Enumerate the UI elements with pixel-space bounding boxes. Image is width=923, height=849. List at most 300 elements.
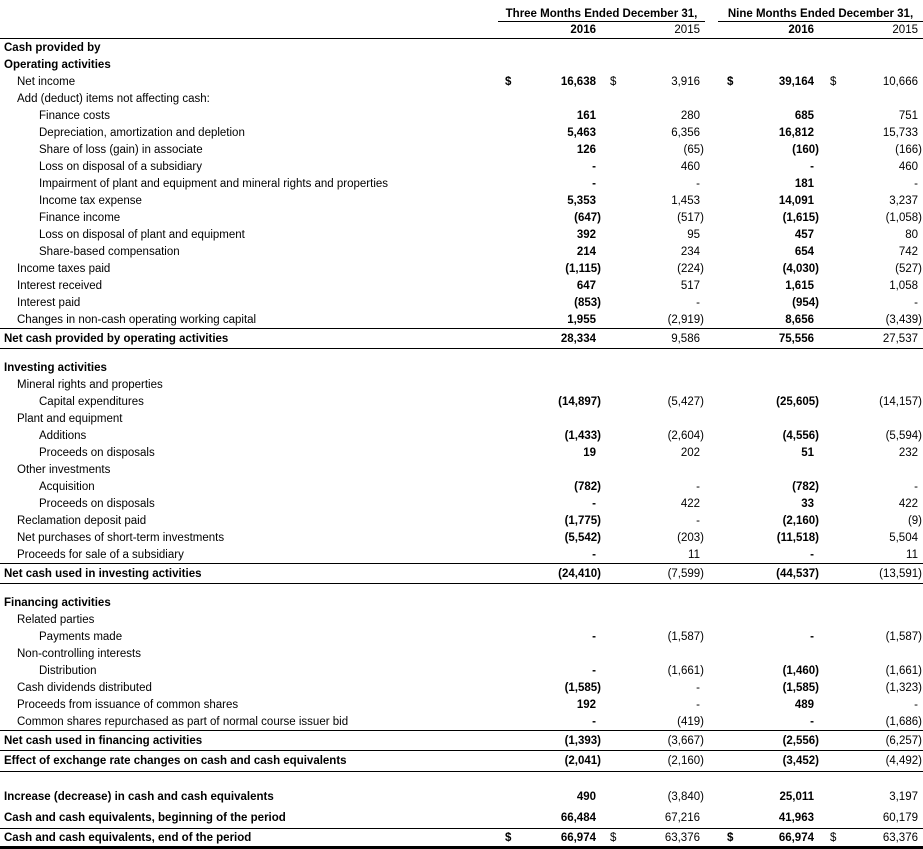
table-row xyxy=(0,461,923,478)
row-label: Cash provided by xyxy=(4,41,101,54)
table-row xyxy=(0,328,923,349)
cell-value: (1,585) xyxy=(782,681,819,694)
row-label: Impairment of plant and equipment and mineral rights and properties xyxy=(39,177,389,190)
table-row xyxy=(0,679,923,696)
cell-value: 67,216 xyxy=(664,811,700,824)
row-label: Effect of exchange rate changes on cash and cash equivalents xyxy=(4,755,347,767)
cell-value: - xyxy=(810,160,814,173)
cell-value: (1,587) xyxy=(885,630,922,643)
cell-value: - xyxy=(592,715,596,728)
cell-9mo-2016 xyxy=(705,495,820,512)
cell-3mo-2016 xyxy=(480,39,602,56)
cell-value: (1,115) xyxy=(565,262,601,275)
row-label: Depreciation, amortization and depletion xyxy=(39,126,245,139)
cell-3mo-2016 xyxy=(480,243,602,260)
cell-3mo-2015 xyxy=(602,427,705,444)
cell-9mo-2016 xyxy=(705,90,820,107)
cell-3mo-2016 xyxy=(480,679,602,696)
cell-value: - xyxy=(696,177,700,190)
cell-9mo-2016 xyxy=(705,56,820,73)
cell-3mo-2016 xyxy=(480,594,602,611)
cell-9mo-2016 xyxy=(705,359,820,376)
cell-3mo-2015 xyxy=(602,786,705,807)
table-row xyxy=(0,512,923,529)
cell-9mo-2016 xyxy=(705,393,820,410)
cell-value: - xyxy=(592,664,596,677)
cell-9mo-2015 xyxy=(820,175,923,192)
cell-value: (1,058) xyxy=(885,211,922,224)
cell-3mo-2016 xyxy=(480,713,602,730)
row-label: Net income xyxy=(17,75,76,88)
cell-3mo-2015 xyxy=(602,376,705,393)
cell-9mo-2016 xyxy=(705,294,820,311)
cell-3mo-2015 xyxy=(602,807,705,828)
cell-value: (1,433) xyxy=(564,429,601,442)
row-label: Loss on disposal of a subsidiary xyxy=(39,160,203,173)
cell-value: (3,840) xyxy=(667,790,704,803)
row-label: Income taxes paid xyxy=(17,262,111,275)
cell-9mo-2015 xyxy=(820,410,923,427)
cell-value: (1,323) xyxy=(885,681,922,694)
cell-9mo-2015 xyxy=(820,786,923,807)
cell-value: (2,919) xyxy=(667,313,704,326)
cell-3mo-2016 xyxy=(480,73,602,90)
cell-value: - xyxy=(914,698,918,711)
row-label: Interest paid xyxy=(17,296,81,309)
cell-3mo-2015 xyxy=(602,226,705,243)
row-label: Related parties xyxy=(17,613,95,626)
cell-value: (11,518) xyxy=(776,531,819,544)
cell-9mo-2015 xyxy=(820,260,923,277)
currency-symbol: $ xyxy=(830,831,837,844)
cell-value: 392 xyxy=(576,228,596,241)
year-cell-9mo-2016 xyxy=(705,22,820,38)
cell-3mo-2015 xyxy=(602,495,705,512)
col-group-title: Three Months Ended December 31, xyxy=(505,8,698,20)
cell-value: 517 xyxy=(680,279,700,292)
cell-value: (44,537) xyxy=(776,567,819,580)
row-label: Financing activities xyxy=(4,596,111,609)
cell-3mo-2015 xyxy=(602,512,705,529)
cell-3mo-2016 xyxy=(480,751,602,771)
cell-value: 19 xyxy=(583,446,596,459)
row-label: Reclamation deposit paid xyxy=(17,514,147,527)
cell-9mo-2016 xyxy=(705,512,820,529)
cell-9mo-2016 xyxy=(705,329,820,348)
cell-3mo-2015 xyxy=(602,645,705,662)
cell-9mo-2015 xyxy=(820,158,923,175)
table-row xyxy=(0,786,923,807)
cell-3mo-2015 xyxy=(602,359,705,376)
cell-9mo-2015 xyxy=(820,529,923,546)
row-label: Net cash provided by operating activities xyxy=(4,332,229,345)
cell-value: 192 xyxy=(576,698,596,711)
cell-9mo-2016 xyxy=(705,807,820,828)
cell-3mo-2015 xyxy=(602,829,705,846)
cell-value: 14,091 xyxy=(778,194,814,207)
cell-3mo-2015 xyxy=(602,311,705,328)
table-row xyxy=(0,359,923,376)
cell-value: 742 xyxy=(898,245,918,258)
cell-9mo-2016 xyxy=(705,124,820,141)
cell-value: 63,376 xyxy=(664,831,700,844)
cell-9mo-2015 xyxy=(820,311,923,328)
cell-value: 25,011 xyxy=(779,790,814,803)
cell-value: (2,604) xyxy=(667,429,704,442)
cell-value: (954) xyxy=(792,296,819,309)
cell-value: 1,615 xyxy=(785,279,814,292)
cell-9mo-2015 xyxy=(820,829,923,846)
cell-value: 126 xyxy=(576,143,596,156)
cell-3mo-2016 xyxy=(480,461,602,478)
cell-9mo-2015 xyxy=(820,359,923,376)
cell-3mo-2016 xyxy=(480,260,602,277)
cell-3mo-2016 xyxy=(480,192,602,209)
row-label: Mineral rights and properties xyxy=(17,378,163,391)
cell-value: 95 xyxy=(687,228,700,241)
cell-value: 15,733 xyxy=(882,126,918,139)
cell-value: (1,615) xyxy=(782,211,819,224)
table-row xyxy=(0,410,923,427)
cell-value: - xyxy=(810,715,814,728)
cell-9mo-2016 xyxy=(705,39,820,56)
cell-3mo-2015 xyxy=(602,628,705,645)
cell-9mo-2016 xyxy=(705,662,820,679)
cell-value: (2,556) xyxy=(782,734,819,747)
cell-value: (419) xyxy=(677,715,704,728)
cell-9mo-2016 xyxy=(705,107,820,124)
cell-value: 63,376 xyxy=(882,831,918,844)
table-row xyxy=(0,696,923,713)
row-label: Loss on disposal of plant and equipment xyxy=(39,228,245,241)
cell-9mo-2015 xyxy=(820,594,923,611)
cell-value: 5,463 xyxy=(567,126,596,139)
table-row xyxy=(0,807,923,828)
year-label: 2015 xyxy=(892,24,918,36)
cell-3mo-2016 xyxy=(480,175,602,192)
cell-value: - xyxy=(592,548,596,561)
year-label: 2016 xyxy=(570,24,596,36)
cell-value: 5,504 xyxy=(889,531,918,544)
cell-3mo-2015 xyxy=(602,594,705,611)
cell-9mo-2015 xyxy=(820,90,923,107)
cell-9mo-2016 xyxy=(705,731,820,750)
cell-3mo-2016 xyxy=(480,564,602,583)
cell-value: 51 xyxy=(801,446,814,459)
cell-9mo-2016 xyxy=(705,829,820,846)
cell-value: - xyxy=(592,160,596,173)
cell-3mo-2015 xyxy=(602,529,705,546)
cell-value: - xyxy=(914,296,918,309)
cell-9mo-2016 xyxy=(705,175,820,192)
cell-3mo-2015 xyxy=(602,662,705,679)
table-row xyxy=(0,563,923,584)
cell-9mo-2016 xyxy=(705,461,820,478)
cell-value: - xyxy=(592,630,596,643)
cell-3mo-2015 xyxy=(602,158,705,175)
table-row xyxy=(0,260,923,277)
cell-value: (4,556) xyxy=(782,429,819,442)
cell-value: (160) xyxy=(792,143,819,156)
cell-value: (1,661) xyxy=(885,664,922,677)
cell-9mo-2016 xyxy=(705,226,820,243)
table-row xyxy=(0,645,923,662)
cell-9mo-2016 xyxy=(705,209,820,226)
cell-3mo-2016 xyxy=(480,124,602,141)
cell-value: 75,556 xyxy=(778,332,814,345)
cell-9mo-2016 xyxy=(705,645,820,662)
cell-3mo-2015 xyxy=(602,260,705,277)
row-label: Investing activities xyxy=(4,361,107,374)
spacer-row xyxy=(0,772,923,786)
cell-value: - xyxy=(914,177,918,190)
cell-value: 5,353 xyxy=(567,194,596,207)
row-label: Proceeds on disposals xyxy=(39,446,155,459)
cell-value: (4,030) xyxy=(782,262,819,275)
cell-9mo-2015 xyxy=(820,277,923,294)
cell-9mo-2015 xyxy=(820,696,923,713)
cell-value: 202 xyxy=(680,446,700,459)
cell-value: 685 xyxy=(794,109,814,122)
cell-3mo-2016 xyxy=(480,427,602,444)
column-group-row xyxy=(0,4,923,22)
cell-9mo-2015 xyxy=(820,329,923,348)
cell-value: 66,484 xyxy=(560,811,596,824)
table-row xyxy=(0,124,923,141)
cell-3mo-2015 xyxy=(602,124,705,141)
year-cell-3mo-2015 xyxy=(602,22,705,38)
row-label: Cash and cash equivalents, beginning of the period xyxy=(4,811,286,824)
cell-3mo-2015 xyxy=(602,243,705,260)
cell-3mo-2015 xyxy=(602,713,705,730)
cell-value: - xyxy=(696,296,700,309)
row-label: Share-based compensation xyxy=(39,245,180,258)
row-label: Additions xyxy=(39,429,87,442)
cell-9mo-2016 xyxy=(705,546,820,563)
cell-value: 161 xyxy=(576,109,596,122)
cell-value: (1,661) xyxy=(667,664,704,677)
row-label: Net cash used in investing activities xyxy=(4,567,202,580)
table-row xyxy=(0,141,923,158)
cell-3mo-2016 xyxy=(480,277,602,294)
cell-value: - xyxy=(810,548,814,561)
cell-value: (3,452) xyxy=(782,755,819,767)
cell-value: 66,974 xyxy=(778,831,814,844)
table-row xyxy=(0,444,923,461)
cell-3mo-2016 xyxy=(480,731,602,750)
cell-9mo-2015 xyxy=(820,645,923,662)
cell-9mo-2015 xyxy=(820,512,923,529)
cell-value: - xyxy=(914,480,918,493)
row-label: Payments made xyxy=(39,630,123,643)
cell-9mo-2015 xyxy=(820,679,923,696)
cell-9mo-2015 xyxy=(820,209,923,226)
cell-value: 457 xyxy=(794,228,814,241)
cell-3mo-2015 xyxy=(602,696,705,713)
cell-value: (647) xyxy=(574,211,601,224)
cell-3mo-2016 xyxy=(480,141,602,158)
table-row xyxy=(0,730,923,751)
row-label: Income tax expense xyxy=(39,194,142,207)
cell-9mo-2016 xyxy=(705,628,820,645)
cell-3mo-2015 xyxy=(602,679,705,696)
table-row xyxy=(0,594,923,611)
cell-value: - xyxy=(810,630,814,643)
cell-9mo-2016 xyxy=(705,611,820,628)
spacer-row xyxy=(0,349,923,359)
cell-value: - xyxy=(696,514,700,527)
cell-value: 1,955 xyxy=(567,313,596,326)
cell-3mo-2015 xyxy=(602,141,705,158)
cell-9mo-2015 xyxy=(820,39,923,56)
cell-9mo-2015 xyxy=(820,73,923,90)
cell-9mo-2015 xyxy=(820,124,923,141)
table-row xyxy=(0,243,923,260)
cell-9mo-2016 xyxy=(705,73,820,90)
cell-3mo-2015 xyxy=(602,294,705,311)
cell-value: 33 xyxy=(801,497,814,510)
cell-9mo-2015 xyxy=(820,461,923,478)
cell-3mo-2015 xyxy=(602,277,705,294)
year-cell-9mo-2015 xyxy=(820,22,923,38)
cell-value: 41,963 xyxy=(778,811,814,824)
cell-3mo-2015 xyxy=(602,39,705,56)
cell-value: 490 xyxy=(576,790,596,803)
cell-value: (5,427) xyxy=(667,395,704,408)
cell-value: 280 xyxy=(680,109,700,122)
cell-value: 422 xyxy=(680,497,700,510)
cell-3mo-2016 xyxy=(480,696,602,713)
cell-3mo-2016 xyxy=(480,546,602,563)
cell-value: (517) xyxy=(677,211,704,224)
cell-3mo-2016 xyxy=(480,444,602,461)
table-row xyxy=(0,751,923,772)
cell-value: 11 xyxy=(688,548,700,561)
cell-9mo-2016 xyxy=(705,158,820,175)
cell-value: (14,897) xyxy=(558,395,601,408)
cell-value: 181 xyxy=(794,177,814,190)
cell-value: (4,492) xyxy=(885,755,922,767)
cell-3mo-2015 xyxy=(602,731,705,750)
table-row xyxy=(0,56,923,73)
cell-3mo-2015 xyxy=(602,56,705,73)
cell-value: (1,460) xyxy=(782,664,819,677)
table-row xyxy=(0,427,923,444)
cell-value: 654 xyxy=(794,245,814,258)
cell-value: 460 xyxy=(898,160,918,173)
table-row xyxy=(0,828,923,849)
cell-value: (1,775) xyxy=(564,514,601,527)
cell-3mo-2015 xyxy=(602,410,705,427)
table-row xyxy=(0,546,923,563)
cell-3mo-2015 xyxy=(602,546,705,563)
cell-9mo-2016 xyxy=(705,696,820,713)
cell-9mo-2015 xyxy=(820,427,923,444)
cell-value: 647 xyxy=(576,279,596,292)
cell-value: (25,605) xyxy=(776,395,819,408)
cell-3mo-2015 xyxy=(602,478,705,495)
cell-9mo-2015 xyxy=(820,294,923,311)
cell-9mo-2015 xyxy=(820,478,923,495)
cell-value: (14,157) xyxy=(879,395,922,408)
currency-symbol: $ xyxy=(830,75,837,88)
cell-9mo-2016 xyxy=(705,277,820,294)
cell-3mo-2016 xyxy=(480,611,602,628)
table-row xyxy=(0,713,923,730)
row-label: Net purchases of short-term investments xyxy=(17,531,225,544)
table-row xyxy=(0,175,923,192)
cell-value: 27,537 xyxy=(882,332,918,345)
cell-9mo-2015 xyxy=(820,495,923,512)
table-row xyxy=(0,294,923,311)
cell-value: (5,542) xyxy=(564,531,601,544)
table-row xyxy=(0,226,923,243)
cell-value: - xyxy=(696,698,700,711)
row-label: Acquisition xyxy=(39,480,95,493)
row-label: Proceeds on disposals xyxy=(39,497,155,510)
cell-value: 3,916 xyxy=(671,75,700,88)
cell-value: (527) xyxy=(895,262,922,275)
currency-symbol: $ xyxy=(727,75,734,88)
cell-3mo-2015 xyxy=(602,751,705,771)
table-row xyxy=(0,107,923,124)
cell-value: 234 xyxy=(680,245,700,258)
table-row xyxy=(0,311,923,328)
cell-3mo-2016 xyxy=(480,158,602,175)
cell-3mo-2015 xyxy=(602,175,705,192)
cell-value: 11 xyxy=(906,548,918,561)
cell-3mo-2016 xyxy=(480,90,602,107)
cell-3mo-2015 xyxy=(602,73,705,90)
cell-value: (24,410) xyxy=(558,567,601,580)
cell-value: 751 xyxy=(898,109,918,122)
cell-value: - xyxy=(592,177,596,190)
cell-9mo-2015 xyxy=(820,226,923,243)
spacer-row xyxy=(0,584,923,594)
cell-value: (1,393) xyxy=(564,734,601,747)
row-label: Changes in non-cash operating working capital xyxy=(17,313,257,326)
cell-value: (782) xyxy=(574,480,601,493)
cell-value: (9) xyxy=(907,514,922,527)
row-label: Finance income xyxy=(39,211,121,224)
currency-symbol: $ xyxy=(610,831,617,844)
cell-9mo-2016 xyxy=(705,478,820,495)
row-label: Other investments xyxy=(17,463,111,476)
cell-value: (2,160) xyxy=(667,755,704,767)
cell-value: 232 xyxy=(898,446,918,459)
cell-value: (1,587) xyxy=(667,630,704,643)
cell-value: (13,591) xyxy=(879,567,922,580)
cell-3mo-2015 xyxy=(602,393,705,410)
cell-9mo-2015 xyxy=(820,807,923,828)
cell-value: (5,594) xyxy=(885,429,922,442)
cell-9mo-2015 xyxy=(820,393,923,410)
row-label: Finance costs xyxy=(39,109,110,122)
cell-9mo-2016 xyxy=(705,192,820,209)
cell-value: 489 xyxy=(794,698,814,711)
table-row xyxy=(0,277,923,294)
cell-3mo-2016 xyxy=(480,529,602,546)
cell-9mo-2015 xyxy=(820,713,923,730)
cell-3mo-2016 xyxy=(480,829,602,846)
cell-value: 1,453 xyxy=(671,194,700,207)
year-header-row xyxy=(0,22,923,38)
cell-3mo-2015 xyxy=(602,444,705,461)
table-row xyxy=(0,662,923,679)
cell-3mo-2015 xyxy=(602,461,705,478)
table-row xyxy=(0,39,923,56)
cell-9mo-2015 xyxy=(820,141,923,158)
